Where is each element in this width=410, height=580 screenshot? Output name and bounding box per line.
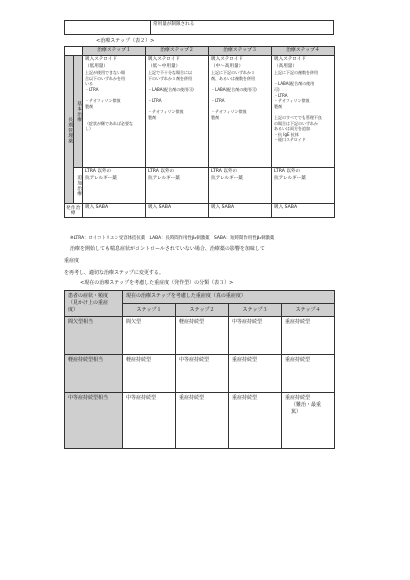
basic-body-line: 製剤	[148, 114, 156, 120]
step-header: ステップ１	[123, 304, 176, 317]
basic-body-line: ・LTRA	[274, 92, 288, 98]
severity-cell: 重症持続型	[229, 355, 282, 393]
basic-body-line: 下のいずれか１剤を併用	[148, 75, 192, 81]
severity-cell: 重症持続型	[176, 393, 229, 449]
basic-body-line: 上記のすべてでも管理不良	[274, 114, 322, 120]
severity-cell: 間欠型	[123, 317, 176, 355]
severity-cell: 重症持続型	[282, 317, 335, 355]
basic-body-line: いる	[85, 81, 93, 87]
basic-body-line: （症状が稀であれば必要な	[85, 120, 133, 126]
step-header: 治療ステップ１	[83, 47, 146, 56]
step-header: 治療ステップ２	[146, 47, 209, 56]
attack-treatment-cell: 吸入 SABA	[272, 204, 335, 218]
table2-caption: <現在の治療ステップを考慮した重症度（発作型）の分類（表３）>	[80, 280, 234, 286]
basic-title-line: （低用量）	[85, 63, 108, 69]
additional-line: LTRA 以外の	[211, 169, 238, 175]
basic-body-line: ・LABA(配合剤の使用可)	[211, 87, 257, 92]
additional-line: LTRA 以外の	[85, 169, 112, 175]
basic-body-line: ・経口ステロイド	[274, 137, 306, 143]
basic-body-line: ・テオフィリン徐放	[85, 98, 121, 104]
additional-treatment-cell	[272, 168, 335, 204]
paragraph-line: 重症度	[64, 258, 80, 264]
basic-body-line: ・テオフィリン徐放	[274, 98, 310, 104]
severity-cell	[282, 393, 335, 449]
severity-cell: 中等症持続型	[176, 355, 229, 393]
step-header: ステップ３	[229, 304, 282, 317]
basic-treatment-cell	[209, 56, 272, 168]
basic-title-line: 吸入ステロイド	[274, 57, 306, 63]
basic-body-line: 剤、あるいは複数を併用	[211, 75, 255, 81]
basic-body-line: ・LTRA	[148, 98, 162, 104]
attack-treatment-cell: 吸入 SABA	[209, 204, 272, 218]
basic-body-line: あるいは両方を追加	[274, 126, 310, 132]
remnant-empty-cell	[65, 21, 151, 35]
additional-treatment-cell	[146, 168, 209, 204]
basic-body-line: 可)	[274, 87, 280, 92]
additional-treatment-cell	[209, 168, 272, 204]
corner-line: 度）	[68, 307, 79, 313]
paragraph-line: 治療を開始しても喘息症状がコントロールされていない場合、治療薬の影響を加味して	[70, 246, 265, 252]
apparent-severity-label: 中等症持続型相当	[65, 393, 123, 449]
basic-body-line: 上記に下記の複数を併用	[274, 70, 318, 76]
basic-title-line: （中～高用量）	[211, 63, 244, 69]
basic-body-line: 上記で不十分な場合に以	[148, 70, 192, 76]
table2-corner-header	[65, 291, 123, 317]
basic-body-line: の場合は下記のいずれか	[274, 120, 318, 126]
severity-line: 重症持続型	[285, 395, 311, 401]
basic-body-line: 製剤	[211, 114, 219, 120]
basic-title-line: 吸入ステロイド	[211, 57, 243, 63]
additional-line: 抗アレルギー薬	[211, 175, 243, 181]
previous-table-remnant	[64, 20, 334, 35]
abbreviation-footnote: ※LTRA：ロイコトリエン受容体拮抗薬 LABA：長時間作用性β₂刺激薬 SABA：短時間作用性β₂刺激薬	[70, 236, 275, 241]
basic-body-line: ・LABA(配合剤の使用可)	[148, 87, 194, 92]
severity-line: 篤）	[291, 409, 302, 415]
true-severity-header: 現在の治療ステップを考慮した重症度（真の重症度）	[123, 291, 335, 304]
attack-treatment-cell: 吸入 SABA	[83, 204, 146, 218]
treatment-steps-table	[64, 46, 335, 218]
additional-line: LTRA 以外の	[274, 169, 301, 175]
basic-title-line: 吸入ステロイド	[85, 57, 117, 63]
corner-line: （見かけ上の重症	[68, 300, 109, 306]
severity-line: （難治・最重	[291, 402, 322, 408]
severity-cell: 軽症持続型	[123, 355, 176, 393]
additional-treatment-label: 追加治療	[74, 168, 83, 204]
basic-body-line: 製剤	[274, 103, 282, 109]
severity-cell: 重症持続型	[282, 355, 335, 393]
basic-body-line: 上記に下記のいずれか１	[211, 70, 255, 76]
basic-body-line: ・LABA(配合剤の使用	[274, 81, 315, 87]
apparent-severity-label: 間欠型相当	[65, 317, 123, 355]
basic-title-line: 吸入ステロイド	[148, 57, 180, 63]
severity-cell: 重症持続型	[229, 393, 282, 449]
basic-treatment-cell	[146, 56, 209, 168]
basic-body-line: し）	[85, 126, 93, 132]
basic-title-line: （低～中用量）	[148, 63, 181, 69]
severity-cell: 軽症持続型	[176, 317, 229, 355]
apparent-severity-label: 軽症持続型相当	[65, 355, 123, 393]
attack-treatment-cell: 吸入 SABA	[146, 204, 209, 218]
basic-body-line: ・テオフィリン徐放	[211, 109, 247, 115]
additional-line: LTRA 以外の	[148, 169, 175, 175]
step-header: 治療ステップ３	[209, 47, 272, 56]
additional-line: 抗アレルギー薬	[274, 175, 306, 181]
basic-body-line: ・LTRA	[211, 98, 225, 104]
long-term-label: 長期管理薬	[65, 56, 74, 204]
paragraph-line: を再考し、適切な治療ステップに変更する。	[64, 270, 164, 276]
basic-treatment-cell	[272, 56, 335, 168]
additional-treatment-cell	[83, 168, 146, 204]
step-header: ステップ４	[282, 304, 335, 317]
step-header: ステップ２	[176, 304, 229, 317]
table1-caption: <治療ステップ（表２）>	[96, 38, 155, 44]
step-header: 治療ステップ４	[272, 47, 335, 56]
table1-corner	[65, 47, 83, 56]
basic-body-line: 上記が使用できない場	[85, 70, 125, 76]
basic-body-line: ・テオフィリン徐放	[148, 109, 184, 115]
additional-line: 抗アレルギー薬	[85, 175, 117, 181]
severity-cell: 中等症持続型	[123, 393, 176, 449]
basic-treatment-cell	[83, 56, 146, 168]
severity-cell: 中等症持続型	[229, 317, 282, 355]
basic-body-line: 製剤	[85, 103, 93, 109]
corner-line: 患者の症状・頻度	[68, 293, 109, 299]
attack-treatment-label: 発作治療	[66, 205, 81, 216]
basic-body-line: 合以下のいずれかを用	[85, 75, 125, 81]
additional-line: 抗アレルギー薬	[148, 175, 180, 181]
basic-body-line: ・LTRA	[85, 87, 99, 92]
basic-body-line: ・抗 IgE 抗体	[274, 131, 299, 137]
basic-title-line: （高用量）	[274, 63, 297, 69]
remnant-text-cell: 常用量が制限される	[151, 21, 334, 35]
basic-treatment-label: 基本治療	[74, 56, 83, 168]
severity-classification-table	[64, 290, 335, 449]
